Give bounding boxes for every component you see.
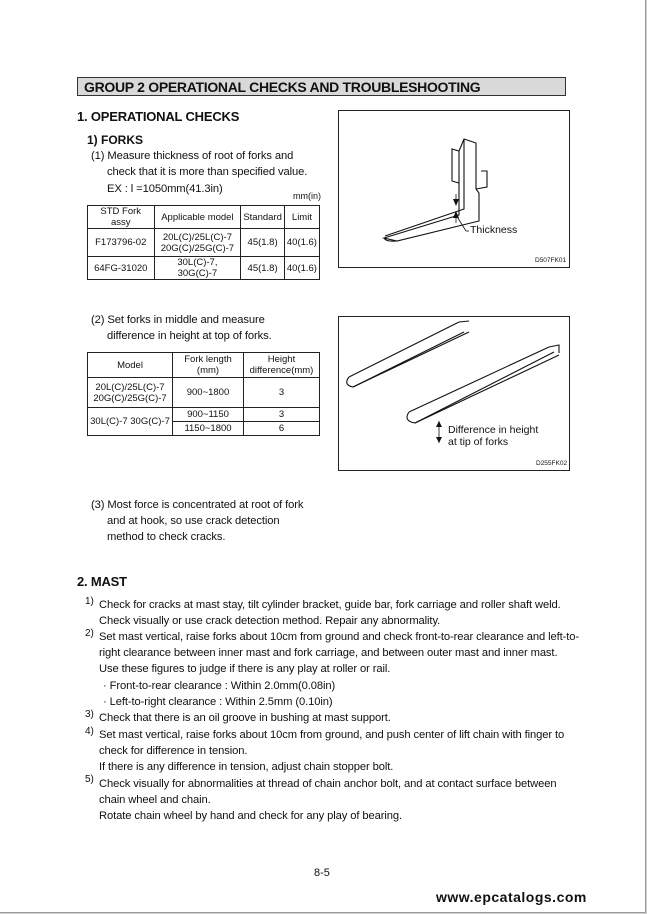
- fork-thickness-figure: [338, 110, 570, 268]
- step1-line2: check that it is more than specified value.: [107, 166, 308, 178]
- fork-height-figure: [338, 316, 570, 471]
- mast-item2-line3: Use these figures to judge if there is any play at roller or rail.: [99, 663, 391, 675]
- forks-heading: 1) FORKS: [87, 133, 144, 147]
- step3-line2: and at hook, so use crack detection: [107, 515, 280, 527]
- table-header: Applicable model: [154, 206, 241, 229]
- table-cell: F173796-02: [88, 229, 155, 257]
- table-cell: 3: [244, 378, 320, 408]
- mast-item2-line1: Set mast vertical, raise forks about 10cm from ground and check front-to-rear clearance and left-to-: [99, 631, 579, 643]
- section2-title: 2. MAST: [77, 574, 127, 589]
- table-header: Model: [88, 353, 173, 378]
- mast-item5-line2: chain wheel and chain.: [99, 794, 211, 806]
- table-row: [88, 257, 320, 280]
- table-cell: 30L(C)-7, 30G(C)-7: [154, 257, 241, 280]
- table-row: [88, 408, 320, 422]
- model-line: 20G(C)/25G(C)-7: [160, 242, 235, 254]
- table-cell: 30L(C)-7 30G(C)-7: [88, 408, 173, 436]
- difference-label-2: at tip of forks: [448, 436, 509, 448]
- header-line: Height: [267, 354, 296, 365]
- figure-code: D507FK01: [535, 257, 567, 264]
- table-cell: 6: [244, 422, 320, 436]
- table-cell: 3: [244, 408, 320, 422]
- step1-line1: (1) Measure thickness of root of forks and: [91, 150, 294, 162]
- table-header: Limit: [284, 206, 319, 229]
- item-number: 3): [85, 709, 94, 720]
- table-cell: [88, 378, 173, 408]
- step2-line2: difference in height at top of forks.: [107, 330, 272, 342]
- step2-line1: (2) Set forks in middle and measure: [91, 314, 265, 326]
- table-header: [173, 353, 244, 378]
- table-cell: 40(1.6): [284, 229, 319, 257]
- table-cell: 900~1800: [173, 378, 244, 408]
- table-header: Standard: [241, 206, 285, 229]
- figure-code: D255FK02: [536, 460, 568, 467]
- mast-item2-line2: right clearance between inner mast and fork carriage, and between outer mast and inner mast.: [99, 647, 558, 659]
- mast-item2-line5: · Left-to-right clearance : Within 2.5mm (0.10in): [103, 696, 333, 708]
- table-cell: 40(1.6): [284, 257, 319, 280]
- header-line: (mm): [196, 365, 220, 376]
- page-number: 8-5: [314, 867, 330, 879]
- mast-item5-line3: Rotate chain wheel by hand and check for any play of bearing.: [99, 810, 402, 822]
- model-line: 20L(C)/25L(C)-7: [162, 231, 232, 243]
- mast-item4-line2: check for difference in tension.: [99, 745, 248, 757]
- item-number: 1): [85, 596, 94, 607]
- table-cell: 64FG-31020: [88, 257, 155, 280]
- model-line: 20L(C)/25L(C)-7: [95, 381, 165, 393]
- fork-thickness-table: [87, 205, 320, 280]
- table-row: [88, 229, 320, 257]
- table-header: [244, 353, 320, 378]
- table-cell: 900~1150: [173, 408, 244, 422]
- step3-line1: (3) Most force is concentrated at root of fork: [91, 499, 304, 511]
- thickness-label: Thickness: [470, 224, 518, 236]
- table-header: STD Fork assy: [88, 206, 155, 229]
- mast-item4-line3: If there is any difference in tension, adjust chain stopper bolt.: [99, 761, 394, 773]
- header-line: Fork length: [184, 354, 232, 365]
- height-difference-table: [87, 352, 320, 436]
- mast-item1-line1: Check for cracks at mast stay, tilt cylinder bracket, guide bar, fork carriage and roller shaft weld.: [99, 599, 561, 611]
- example-text: EX : l =1050mm(41.3in): [107, 183, 223, 195]
- table-cell: 45(1.8): [241, 229, 285, 257]
- difference-label-1: Difference in height: [448, 424, 539, 436]
- item-number: 5): [85, 774, 94, 785]
- mast-item2-line4: · Front-to-rear clearance : Within 2.0mm(0.08in): [103, 680, 336, 692]
- mast-item3-line1: Check that there is an oil groove in bushing at mast support.: [99, 712, 391, 724]
- step3-line3: method to check cracks.: [107, 531, 226, 543]
- item-number: 4): [85, 726, 94, 737]
- mast-item1-line2: Check visually or use crack detection method. Repair any abnormality.: [99, 615, 441, 627]
- mast-item4-line1: Set mast vertical, raise forks about 10cm from ground, and push center of lift chain with finger to: [99, 729, 565, 741]
- unit-label: mm(in): [293, 191, 321, 201]
- table-row: [88, 378, 320, 408]
- section1-title: 1. OPERATIONAL CHECKS: [77, 109, 240, 124]
- item-number: 2): [85, 628, 94, 639]
- watermark-link[interactable]: www.epcatalogs.com: [436, 889, 587, 905]
- mast-item5-line1: Check visually for abnormalities at thread of chain anchor bolt, and at contact surface between: [99, 778, 557, 790]
- group-title: GROUP 2 OPERATIONAL CHECKS AND TROUBLESHOOTING: [77, 77, 566, 96]
- header-line: difference(mm): [249, 365, 314, 376]
- table-cell: [154, 229, 241, 257]
- model-line: 20G(C)/25G(C)-7: [93, 392, 167, 404]
- table-cell: 45(1.8): [241, 257, 285, 280]
- table-cell: 1150~1800: [173, 422, 244, 436]
- fork-drawing: [339, 111, 569, 267]
